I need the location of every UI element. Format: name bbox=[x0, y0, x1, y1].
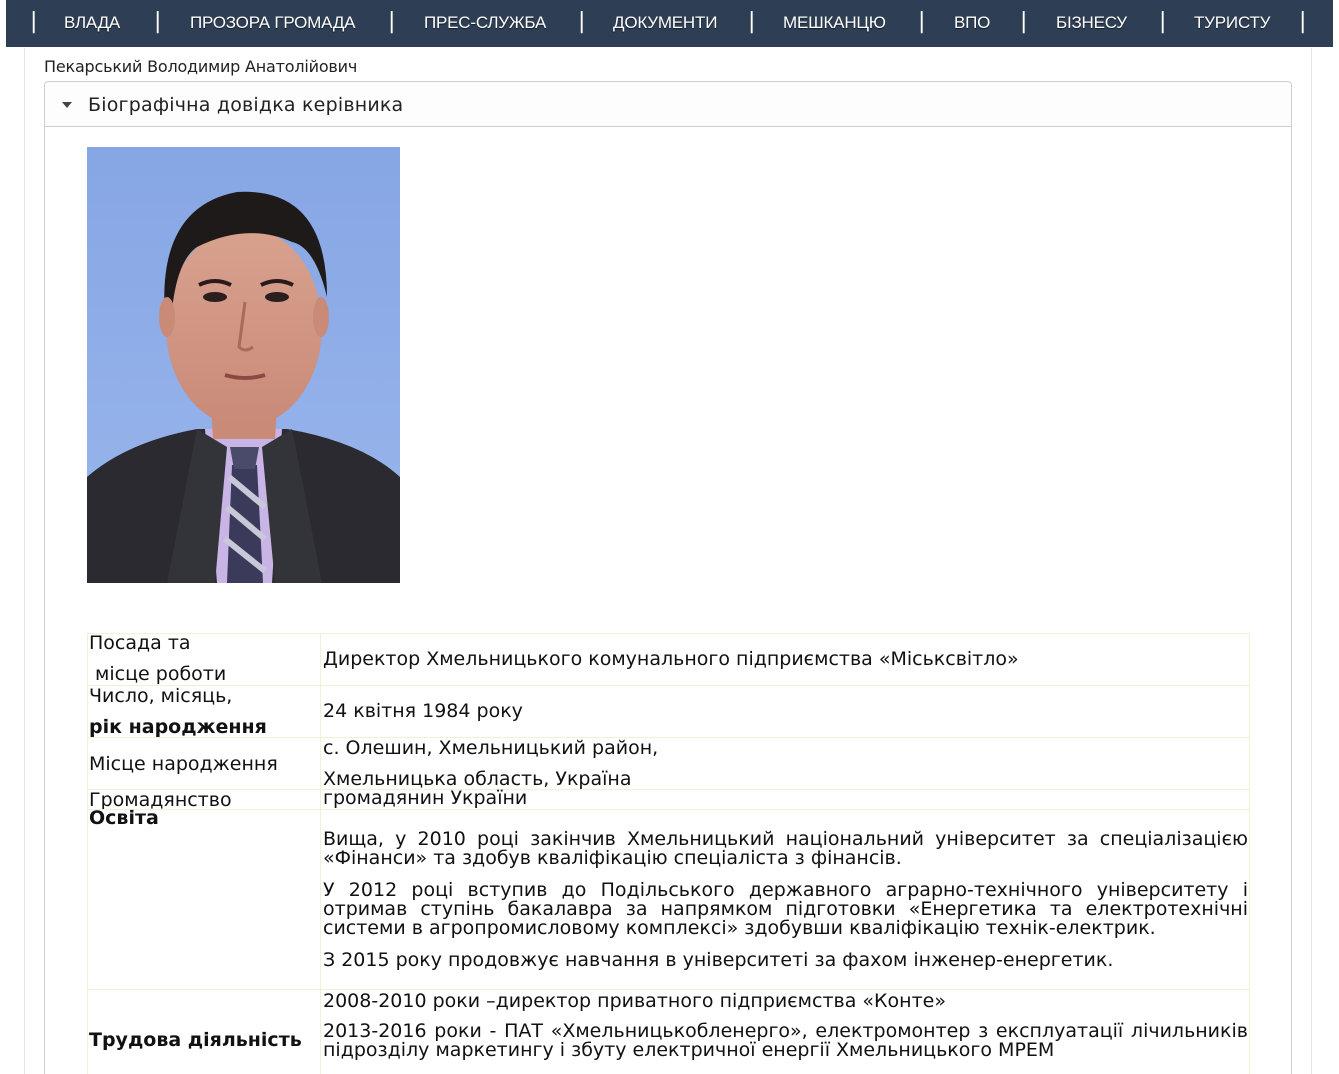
nav-item-vpo[interactable]: ВПО bbox=[954, 13, 991, 32]
value-citizenship: громадянин України bbox=[323, 787, 528, 809]
page-border-right bbox=[1311, 48, 1312, 1074]
label-birthplace: Місце народження bbox=[89, 753, 278, 775]
nav-item-vlada[interactable]: ВЛАДА bbox=[64, 13, 121, 32]
nav-separator: | bbox=[918, 9, 926, 34]
nav-item-dokumenty[interactable]: ДОКУМЕНТИ bbox=[613, 13, 718, 32]
label-position-line2: місце роботи bbox=[89, 663, 227, 685]
nav-separator: | bbox=[388, 9, 396, 34]
nav-separator: | bbox=[154, 9, 162, 34]
value-birthdate: 24 квітня 1984 року bbox=[323, 700, 523, 722]
bio-panel-title: Біографічна довідка керівника bbox=[88, 94, 404, 116]
label-position-line1: Посада та bbox=[89, 632, 191, 654]
value-work-item-2: 2013-2016 роки - ПАТ «Хмельницькобленерго», електромонтер з експлуатації лічильників підрозділу маркетингу і збуту електричної енергії Хмельницького МРЕМ bbox=[323, 1020, 1248, 1061]
nav-item-turystu[interactable]: ТУРИСТУ bbox=[1194, 13, 1271, 32]
nav-separator: | bbox=[748, 9, 756, 34]
nav-separator: | bbox=[1020, 9, 1028, 34]
table-row-birthplace bbox=[87, 737, 1250, 789]
person-name: Пекарський Володимир Анатолійович bbox=[44, 57, 358, 76]
nav-separator: | bbox=[30, 9, 38, 34]
value-birthplace-line1: с. Олешин, Хмельницький район, bbox=[323, 737, 659, 759]
value-birthplace-line2: Хмельницька область, Україна bbox=[323, 768, 632, 790]
nav-separator: | bbox=[578, 9, 586, 34]
caret-down-icon[interactable] bbox=[62, 102, 72, 108]
label-birthdate-line2: рік народження bbox=[89, 716, 267, 738]
table-row-work bbox=[87, 989, 1250, 1074]
label-birthdate-line1: Число, місяць, bbox=[89, 685, 233, 707]
value-work-item-1: 2008-2010 роки –директор приватного підприємства «Конте» bbox=[323, 990, 946, 1012]
nav-item-meshkantsyu[interactable]: МЕШКАНЦЮ bbox=[783, 13, 886, 32]
nav-item-pres-sluzhba[interactable]: ПРЕС-СЛУЖБА bbox=[424, 13, 547, 32]
table-row-position bbox=[87, 633, 1250, 685]
value-education-paragraph-3: З 2015 року продовжує навчання в університеті за фахом інженер-енергетик. bbox=[323, 949, 1114, 971]
label-work: Трудова діяльність bbox=[89, 1029, 302, 1051]
value-education-paragraph-2: У 2012 році вступив до Подільського державного аграрно-технічного університету і отримав ступінь бакалавра за напрямком підготовки «Енергетика та електротехнічні системи в агропромисловому комплексі» здобувши кваліфікацію технік-електрик. bbox=[323, 879, 1248, 939]
main-navigation bbox=[6, 0, 1333, 47]
bio-panel bbox=[44, 81, 1292, 1074]
nav-separator: | bbox=[1299, 9, 1307, 34]
nav-separator: | bbox=[1159, 9, 1167, 34]
value-education-paragraph-1: Вища, у 2010 році закінчив Хмельницький національний університет за спеціалізацією «Фінанси» та здобув кваліфікацію спеціаліста з фінансів. bbox=[323, 828, 1248, 869]
label-birthdate bbox=[89, 681, 319, 743]
portrait-photo bbox=[87, 147, 400, 583]
nav-item-biznesu[interactable]: БІЗНЕСУ bbox=[1056, 13, 1127, 32]
table-row-birthdate bbox=[87, 685, 1250, 737]
bio-panel-header[interactable] bbox=[45, 82, 1291, 127]
page-border-left bbox=[24, 48, 25, 1074]
label-citizenship: Громадянство bbox=[89, 789, 232, 811]
table-row-education bbox=[87, 809, 1250, 989]
value-position: Директор Хмельницького комунального підприємства «Міськсвітло» bbox=[323, 648, 1019, 670]
label-education: Освіта bbox=[89, 807, 159, 829]
nav-item-prozora-gromada[interactable]: ПРОЗОРА ГРОМАДА bbox=[190, 13, 356, 32]
